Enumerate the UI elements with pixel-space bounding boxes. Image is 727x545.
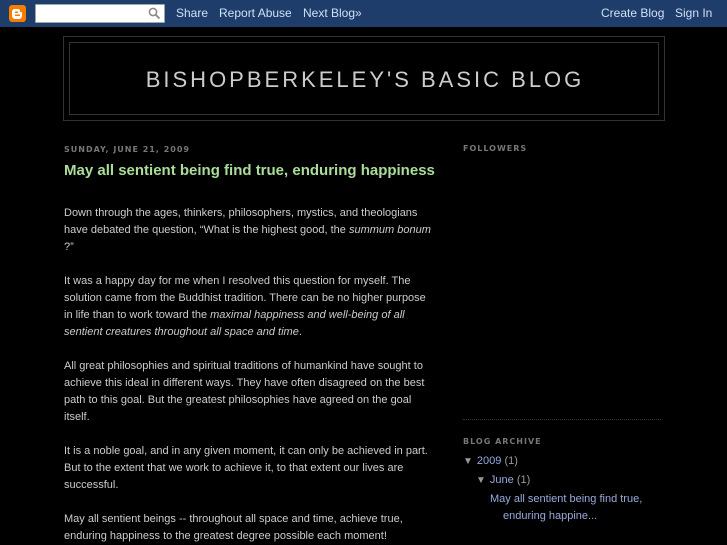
sign-in-link[interactable]: Sign In xyxy=(675,6,713,20)
search-icon[interactable] xyxy=(148,7,161,20)
blogger-navbar xyxy=(0,0,727,27)
post-paragraph: It was a happy day for me when I resolved this question for myself. The solution came from the Buddhist tradition. There can be no higher purpose in life than to work toward the maximal happiness and well-being of all sentient creatures throughout all space and time. xyxy=(64,275,426,338)
sidebar-divider xyxy=(463,419,661,420)
archive-post-link[interactable]: May all sentient being find true, enduring happine... xyxy=(490,493,643,522)
archive-year-link[interactable]: 2009 xyxy=(476,455,502,467)
search-input[interactable] xyxy=(35,4,165,23)
archive-month-link[interactable]: June xyxy=(489,474,514,486)
blog-header xyxy=(63,36,665,121)
archive-month-count: (1) xyxy=(516,474,531,486)
post-date: SUNDAY, JUNE 21, 2009 xyxy=(64,145,190,154)
collapse-triangle-icon[interactable]: ▼ xyxy=(463,456,473,467)
post-title[interactable]: May all sentient being find true, enduring happiness xyxy=(64,162,435,179)
report-abuse-link[interactable]: Report Abuse xyxy=(219,6,292,20)
archive-year-row xyxy=(463,455,518,467)
post-paragraph: All great philosophies and spiritual traditions of humankind have sought to achieve this ideal in different ways. They have often disagreed on the best path to this goal. But the greatest philosophies have agreed on the goal itself. xyxy=(64,360,425,423)
post-body xyxy=(64,205,436,545)
post-paragraph: It is a noble goal, and in any given moment, it can only be achieved in part. But to the extent that we work to achieve it, to that extent our lives are successful. xyxy=(64,445,428,491)
create-blog-link[interactable]: Create Blog xyxy=(601,6,665,20)
post-paragraph: May all sentient beings -- throughout all space and time, achieve true, enduring happiness to the greatest degree possible each moment! xyxy=(64,513,403,542)
archive-year-count: (1) xyxy=(504,455,518,467)
post-paragraph: Down through the ages, thinkers, philosophers, mystics, and theologians have debated the question, “What is the highest good, the summum bonum ?” xyxy=(64,207,431,253)
share-link[interactable]: Share xyxy=(176,6,209,20)
blog-header-inner xyxy=(69,42,659,115)
archive-month-row xyxy=(476,474,530,486)
collapse-triangle-icon[interactable]: ▼ xyxy=(476,475,486,486)
followers-heading: FOLLOWERS xyxy=(463,144,528,153)
blog-title[interactable]: BISHOPBERKELEY'S BASIC BLOG xyxy=(145,67,585,92)
blog-archive-heading: BLOG ARCHIVE xyxy=(463,437,542,446)
next-blog-link[interactable]: Next Blog» xyxy=(303,6,362,20)
blogger-logo-icon[interactable] xyxy=(9,5,26,22)
